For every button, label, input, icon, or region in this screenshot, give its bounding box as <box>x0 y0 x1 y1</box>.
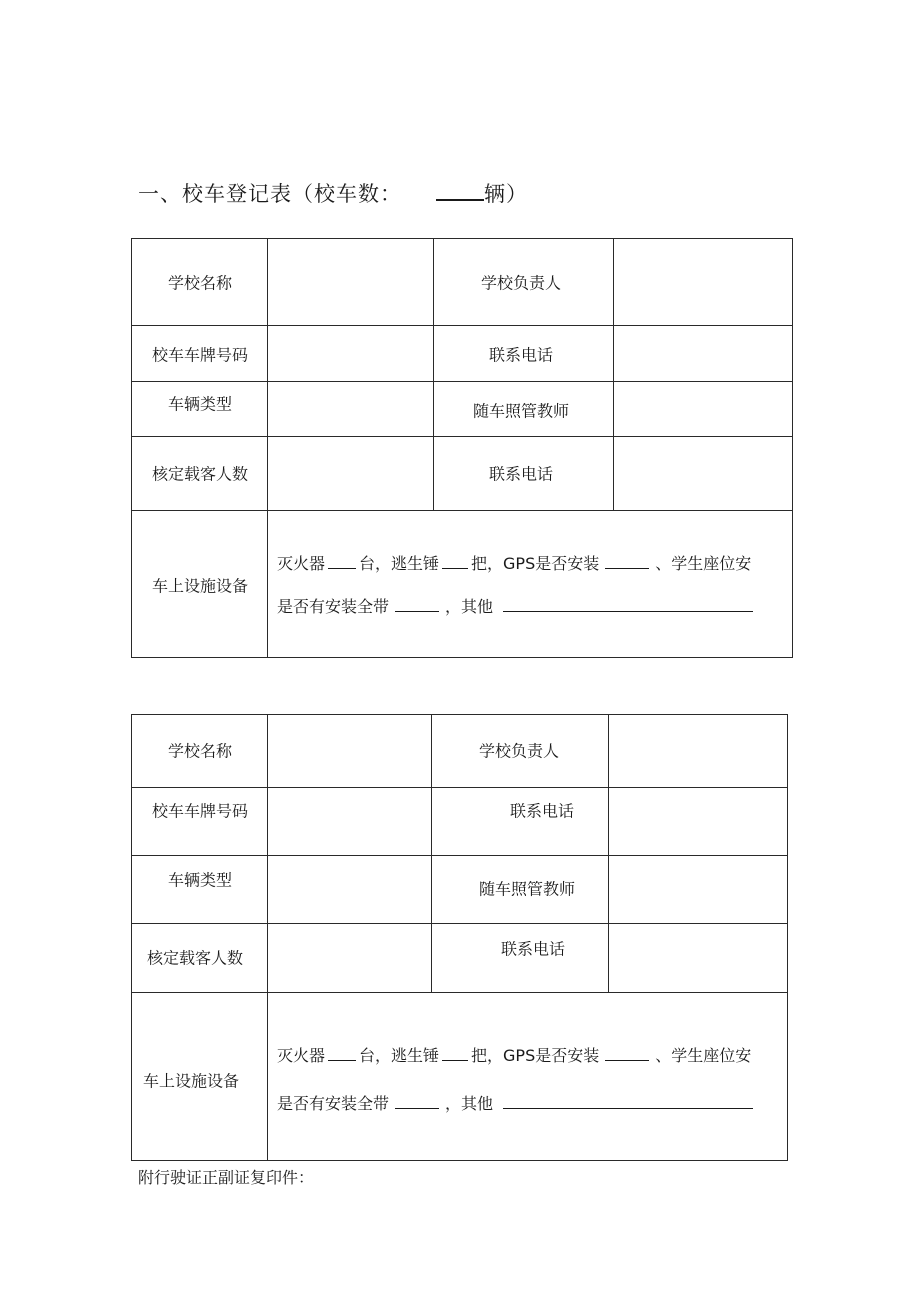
equipment-line-2: 是否有安装全带 ，其他 <box>277 1094 753 1112</box>
plate-number-label: 校车车牌号码 <box>151 345 249 365</box>
escort-teacher-label: 随车照管教师 <box>478 879 576 899</box>
equipment-line-1: 灭火器 台，逃生锤 把，GPS是否安装 、学生座位安 <box>277 554 752 573</box>
school-name-label: 学校名称 <box>167 741 233 761</box>
school-name-label: 学校名称 <box>167 273 233 293</box>
school-name-field[interactable] <box>269 240 432 324</box>
school-head-field[interactable] <box>610 716 786 786</box>
gps-installed-blank[interactable] <box>605 1046 649 1061</box>
vehicle-type-label: 车辆类型 <box>167 870 233 890</box>
equipment-line-2: 是否有安装全带 ，其他 <box>277 597 753 615</box>
contact-phone-field-2[interactable] <box>615 438 791 509</box>
page-title <box>138 178 528 208</box>
extinguisher-count-blank[interactable] <box>328 554 356 569</box>
passenger-capacity-label: 核定载客人数 <box>151 464 249 484</box>
other-equipment-blank[interactable] <box>503 597 753 612</box>
contact-phone-label: 联系电话 <box>509 801 575 821</box>
school-name-field[interactable] <box>269 716 430 786</box>
registration-form-1 <box>131 238 793 658</box>
other-equipment-blank[interactable] <box>503 1094 753 1109</box>
vehicle-type-label: 车辆类型 <box>167 394 233 414</box>
contact-phone-label: 联系电话 <box>488 345 554 365</box>
vehicle-type-field[interactable] <box>269 857 430 922</box>
passenger-capacity-field[interactable] <box>269 438 432 509</box>
school-head-label: 学校负责人 <box>480 273 562 293</box>
gps-installed-blank[interactable] <box>605 554 649 569</box>
seatbelt-installed-blank[interactable] <box>395 597 439 612</box>
passenger-capacity-label: 核定载客人数 <box>146 948 244 968</box>
passenger-capacity-field[interactable] <box>269 925 430 991</box>
contact-phone-field-2[interactable] <box>610 925 786 991</box>
contact-phone-field[interactable] <box>610 789 786 854</box>
plate-number-label: 校车车牌号码 <box>151 801 249 821</box>
contact-phone-field[interactable] <box>615 327 791 380</box>
equipment-line-1: 灭火器 台，逃生锤 把，GPS是否安装 、学生座位安 <box>277 1046 752 1065</box>
school-head-label: 学校负责人 <box>478 741 560 761</box>
attachment-note: 附行驶证正副证复印件： <box>138 1168 315 1187</box>
escort-teacher-field[interactable] <box>615 383 791 435</box>
contact-phone-label-2: 联系电话 <box>500 939 566 959</box>
plate-number-field[interactable] <box>269 327 432 380</box>
extinguisher-count-blank[interactable] <box>328 1046 356 1061</box>
bus-count-blank[interactable] <box>436 181 484 201</box>
title-prefix: 一、校车登记表（校车数： <box>138 182 402 206</box>
vehicle-type-field[interactable] <box>269 383 432 435</box>
registration-form-2 <box>131 714 788 1161</box>
contact-phone-label-2: 联系电话 <box>488 464 554 484</box>
equipment-label: 车上设施设备 <box>142 1071 240 1091</box>
title-suffix: 辆） <box>484 182 528 206</box>
school-head-field[interactable] <box>615 240 791 324</box>
seatbelt-installed-blank[interactable] <box>395 1094 439 1109</box>
escape-hammer-count-blank[interactable] <box>442 1046 468 1061</box>
escort-teacher-field[interactable] <box>610 857 786 922</box>
escort-teacher-label: 随车照管教师 <box>472 401 570 421</box>
plate-number-field[interactable] <box>269 789 430 854</box>
equipment-label: 车上设施设备 <box>151 576 249 596</box>
escape-hammer-count-blank[interactable] <box>442 554 468 569</box>
